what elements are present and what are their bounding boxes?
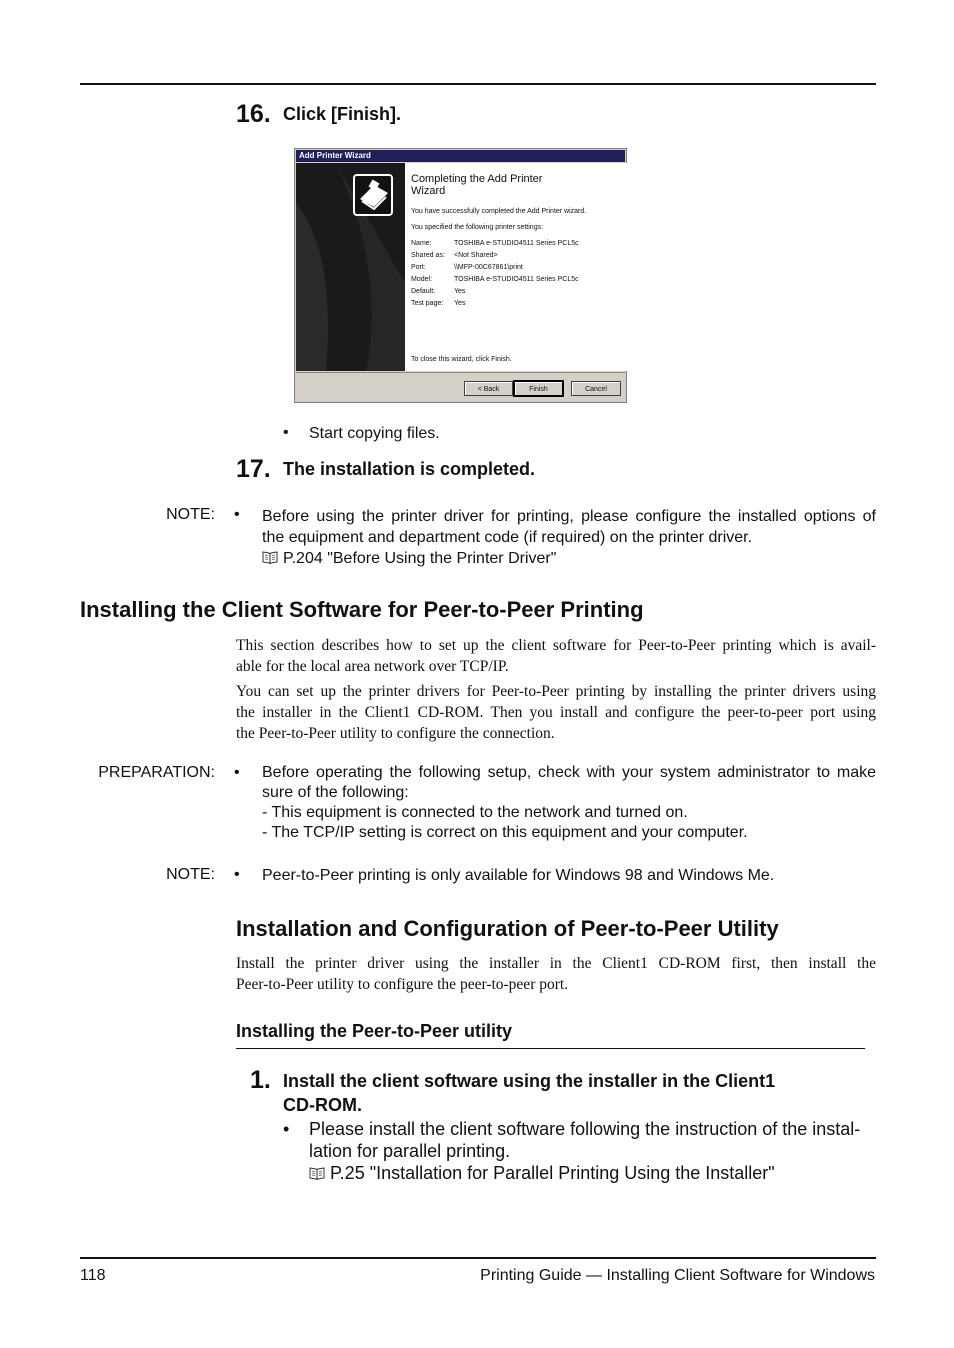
top-rule bbox=[80, 83, 876, 85]
note-text: Peer-to-Peer printing is only available for Windows 98 and Windows Me. bbox=[262, 867, 775, 884]
bullet-text: Please install the client software following the instruction of the instal- lation for parallel printing. P.25 "Installation for Parallel Printing Using the Installer" bbox=[309, 1118, 876, 1184]
note-label: NOTE: bbox=[166, 506, 215, 523]
section-paragraph: This section describes how to set up the client software for Peer-to-Peer printing which is avail- able for the local area network over TCP/IP. bbox=[236, 637, 876, 675]
wizard-separator bbox=[296, 372, 625, 373]
setting-row: Name: TOSHIBA e-STUDIO4511 Series PCL5c bbox=[411, 240, 579, 247]
preparation-label: PREPARATION: bbox=[98, 764, 215, 781]
note-reference[interactable]: P.204 "Before Using the Printer Driver" bbox=[262, 548, 876, 569]
section-paragraph: You can set up the printer drivers for Peer-to-Peer printing by installing the printer drivers using the installer in the Client1 CD-ROM. Then you install and configure the peer-to-peer port using the Peer-to-Peer utility to configure the connection. bbox=[236, 683, 876, 742]
step-number: 16. bbox=[236, 100, 271, 128]
wizard-close-text: To close this wizard, click Finish. bbox=[411, 356, 512, 363]
bullet-marker: • bbox=[283, 1119, 290, 1139]
wizard-content bbox=[405, 163, 627, 371]
bullet-marker: • bbox=[234, 506, 240, 523]
step-heading: Install the client software using the installer in the Client1 CD-ROM. bbox=[283, 1071, 776, 1115]
bullet-text: Start copying files. bbox=[309, 425, 440, 442]
preparation-text: Before operating the following setup, check with your system administrator to make sure of the following: - This equipment is connected to the network and turned on. - The TCP/IP setting is correct on this equipment and your computer. bbox=[262, 764, 876, 841]
bullet-marker: • bbox=[283, 424, 289, 441]
back-button[interactable]: < Back bbox=[464, 381, 513, 396]
wizard-heading: Completing the Add Printer Wizard bbox=[411, 173, 543, 197]
wizard-success-text: You have successfully completed the Add Printer wizard. bbox=[411, 208, 587, 215]
footer-title: Printing Guide — Installing Client Software for Windows bbox=[480, 1267, 875, 1284]
cancel-button[interactable]: Cancel bbox=[571, 381, 621, 396]
setting-row: Default: Yes bbox=[411, 288, 466, 295]
section-title: Installing the Client Software for Peer-to-Peer Printing bbox=[80, 597, 644, 622]
bullet-marker: • bbox=[234, 866, 240, 883]
wizard-specified-text: You specified the following printer settings: bbox=[411, 224, 544, 231]
book-icon bbox=[262, 551, 278, 564]
step-heading: Click [Finish]. bbox=[283, 104, 402, 124]
step-heading: The installation is completed. bbox=[283, 459, 536, 479]
procedure-rule bbox=[236, 1048, 865, 1049]
note-label: NOTE: bbox=[166, 866, 215, 883]
step-reference[interactable]: P.25 "Installation for Parallel Printing Using the Installer" bbox=[309, 1162, 876, 1184]
wizard-title-bar: Add Printer Wizard bbox=[296, 150, 625, 162]
book-icon bbox=[309, 1167, 325, 1180]
wizard-side-graphic bbox=[296, 163, 405, 371]
wizard-side-panel bbox=[296, 163, 405, 371]
setting-row: Test page: Yes bbox=[411, 300, 466, 307]
bottom-rule bbox=[80, 1257, 876, 1259]
setting-row: Port: \\MFP-00C67861\print bbox=[411, 264, 523, 271]
bullet-marker: • bbox=[234, 764, 240, 781]
finish-button[interactable]: Finish bbox=[514, 381, 563, 396]
section-paragraph: Install the printer driver using the installer in the Client1 CD-ROM first, then install the Peer-to-Peer utility to configure the peer-to-peer port. bbox=[236, 955, 876, 993]
procedure-title: Installing the Peer-to-Peer utility bbox=[236, 1021, 513, 1041]
step-number: 1. bbox=[250, 1066, 271, 1094]
setting-row: Model: TOSHIBA e-STUDIO4511 Series PCL5c bbox=[411, 276, 579, 283]
setting-row: Shared as: <Not Shared> bbox=[411, 252, 498, 259]
subsection-title: Installation and Configuration of Peer-to-Peer Utility bbox=[236, 916, 779, 941]
add-printer-wizard-screenshot bbox=[294, 148, 627, 403]
note-text: Before using the printer driver for printing, please configure the installed options of the equipment and department code (if required) on the printer driver. P.204 "Before Using the Printer Driver" bbox=[262, 508, 876, 567]
page-number: 118 bbox=[80, 1267, 106, 1284]
step-number: 17. bbox=[236, 455, 271, 483]
